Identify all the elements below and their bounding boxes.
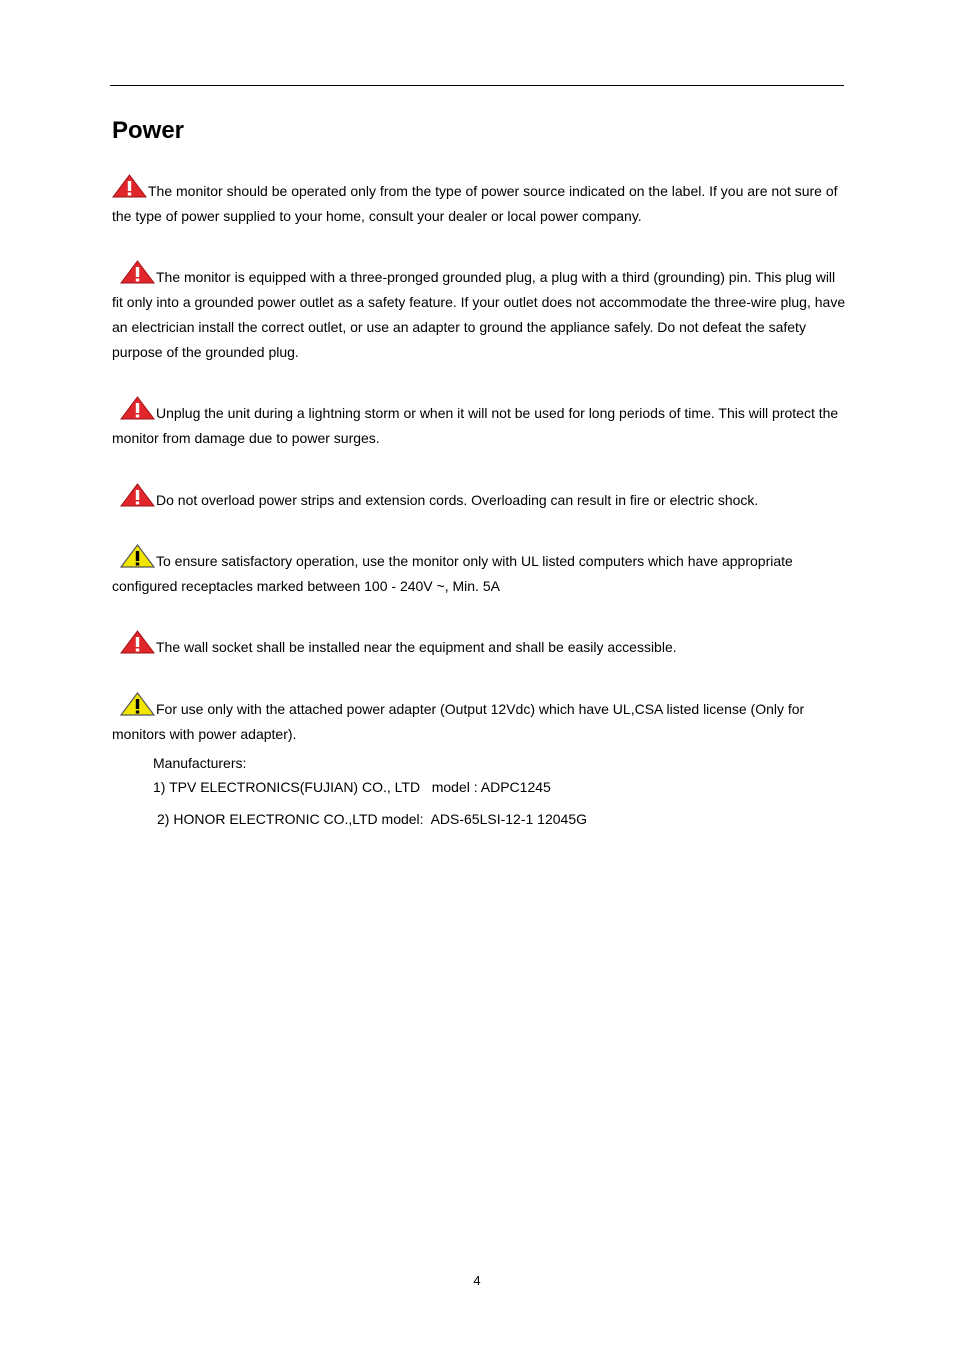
page-number: 4 [473,1273,481,1288]
power-paragraph-6 [112,630,846,660]
power-paragraph-1 [112,174,846,229]
manufacturer-item-1: 1) TPV ELECTRONICS(FUJIAN) CO., LTD model : ADPC1245 [153,779,551,795]
paragraph-text: The monitor should be operated only from the type of power source indicated on the label. If you are not sure of the type of power supplied to your home, consult your dealer or local power company. [112,183,838,224]
red-warning-icon [120,630,155,654]
power-paragraph-2 [112,260,846,365]
power-paragraph-3 [112,396,846,451]
red-warning-icon [112,174,147,198]
header-rule [110,85,844,86]
page-title: Power [112,117,185,144]
paragraph-text: To ensure satisfactory operation, use the monitor only with UL listed computers which have appropriate configured receptacles marked between 100 - 240V ~, Min. 5A [112,553,793,594]
paragraph-text: Unplug the unit during a lightning storm or when it will not be used for long periods of time. This will protect the monitor from damage due to power surges. [112,405,839,446]
yellow-caution-icon [120,692,155,716]
paragraph-text: For use only with the attached power adapter (Output 12Vdc) which have UL,CSA listed license (Only for monitors with power adapter). [112,701,805,742]
red-warning-icon [120,483,155,507]
red-warning-icon [120,260,155,284]
red-warning-icon [120,396,155,420]
paragraph-text: The wall socket shall be installed near the equipment and shall be easily accessible. [156,639,677,655]
yellow-caution-icon [120,544,155,568]
power-paragraph-7 [112,692,846,747]
power-paragraph-5 [112,544,846,599]
power-paragraph-4 [112,483,846,513]
manufacturer-item-2: 2) HONOR ELECTRONIC CO.,LTD model: ADS-65LSI-12-1 12045G [157,811,587,827]
paragraph-text: Do not overload power strips and extension cords. Overloading can result in fire or electric shock. [156,492,759,508]
paragraph-text: The monitor is equipped with a three-pronged grounded plug, a plug with a third (grounding) pin. This plug will fit only into a grounded power outlet as a safety feature. If your outlet does not accommodate the three-wire plug, have an electrician install the correct outlet, or use an adapter to ground the appliance safely. Do not defeat the safety purpose of the grounded plug. [112,269,846,360]
manufacturers-label: Manufacturers: [153,755,247,771]
